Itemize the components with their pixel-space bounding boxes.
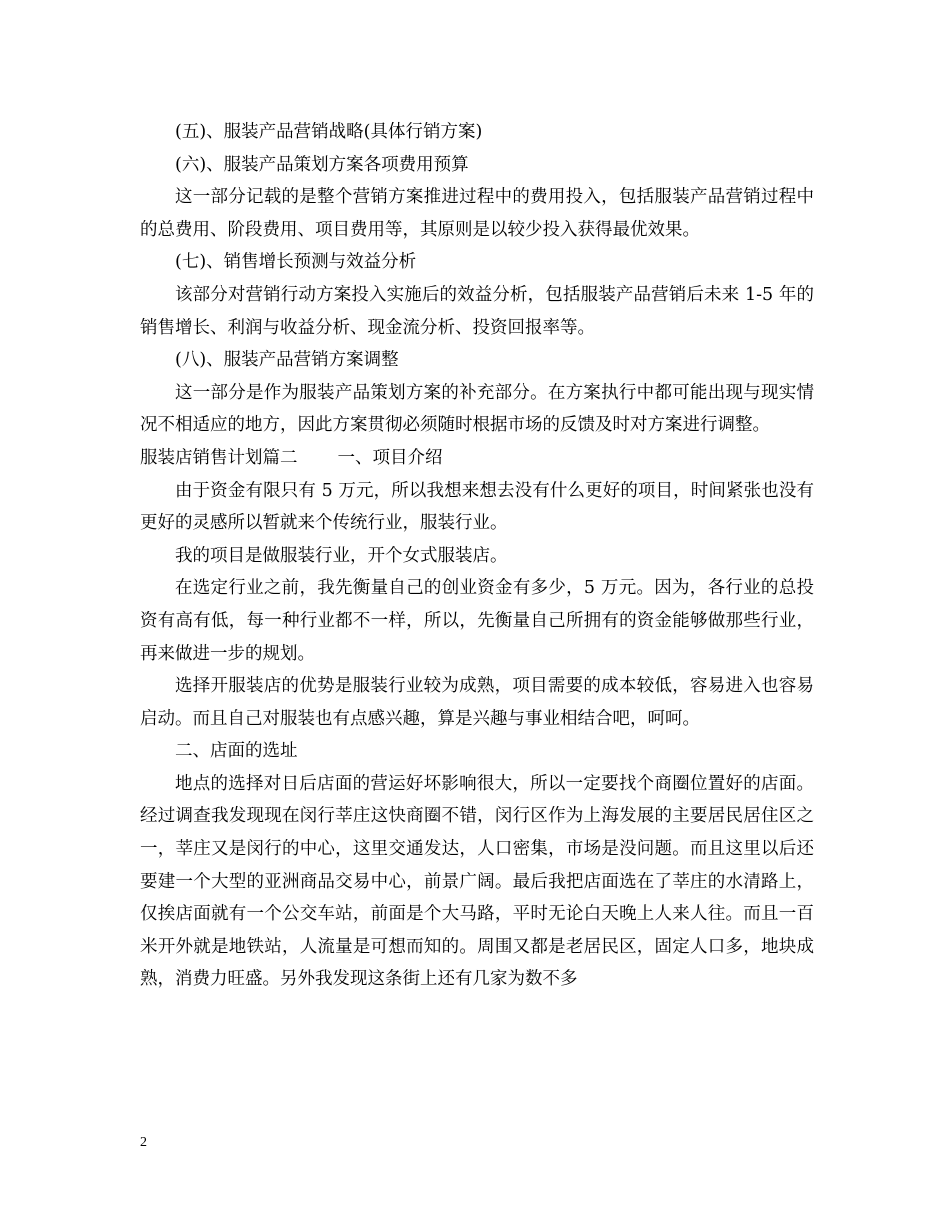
paragraph-budget: 这一部分记载的是整个营销方案推进过程中的费用投入，包括服装产品营销过程中的总费用、阶段费用、项目费用等，其原则是以较少投入获得最优效果。 <box>140 187 814 240</box>
paragraph-project: 我的项目是做服装行业，开个女式服装店。 <box>175 545 508 566</box>
section-heading-project-intro: 一、项目介绍 <box>337 447 443 468</box>
paragraph-location: 地点的选择对日后店面的营运好坏影响很大，所以一定要找个商圈位置好的店面。经过调查我发现现在闵行莘庄这快商圈不错，闵行区作为上海发展的主要居民居住区之一，莘庄又是闵行的中心，这里交通发达，人口密集，市场是没问题。而且这里以后还要建一个大型的亚洲商品交易中心，前景广阔。最后我把店面选在了莘庄的水清路上，仅挨店面就有一个公交车站，前面是个大马路，平时无论白天晚上人来人往。而且一百米开外就是地铁站，人流量是可想而知的。周围又都是老居民区，固定人口多，地块成熟，消费力旺盛。另外我发现这条街上还有几家为数不多 <box>140 773 814 990</box>
document-body <box>140 116 814 996</box>
section-heading-location: 二、店面的选址 <box>175 741 298 762</box>
section-heading-8: (八)、服装产品营销方案调整 <box>175 350 399 371</box>
paragraph-advantages: 选择开服装店的优势是服装行业较为成熟，项目需要的成本较低，容易进入也容易启动。而且自己对服装也有点感兴趣，算是兴趣与事业相结合吧，呵呵。 <box>140 676 814 729</box>
paragraph-benefit-analysis: 该部分对营销行动方案投入实施后的效益分析，包括服装产品营销后未来 1-5 年的销售增长、利润与收益分析、现金流分析、投资回报率等。 <box>140 284 814 338</box>
section-heading-6: (六)、服装产品策划方案各项费用预算 <box>175 154 469 175</box>
article-title: 服装店销售计划篇二 <box>140 447 298 468</box>
section-heading-7: (七)、销售增长预测与效益分析 <box>175 252 417 273</box>
paragraph-industry-choice: 在选定行业之前，我先衡量自己的创业资金有多少，5 万元。因为，各行业的总投资有高有低，每一种行业都不一样，所以，先衡量自己所拥有的资金能够做那些行业，再来做进一步的规划。 <box>140 578 814 664</box>
article-title-line <box>140 442 814 475</box>
page-number: 2 <box>140 1135 147 1150</box>
paragraph-funding: 由于资金有限只有 5 万元，所以我想来想去没有什么更好的项目，时间紧张也没有更好的灵感所以暂就来个传统行业，服装行业。 <box>140 480 814 534</box>
paragraph-plan-adjustment: 这一部分是作为服装产品策划方案的补充部分。在方案执行中都可能出现与现实情况不相适应的地方，因此方案贯彻必须随时根据市场的反馈及时对方案进行调整。 <box>140 382 814 436</box>
section-heading-5: (五)、服装产品营销战略(具体行销方案) <box>175 122 483 142</box>
